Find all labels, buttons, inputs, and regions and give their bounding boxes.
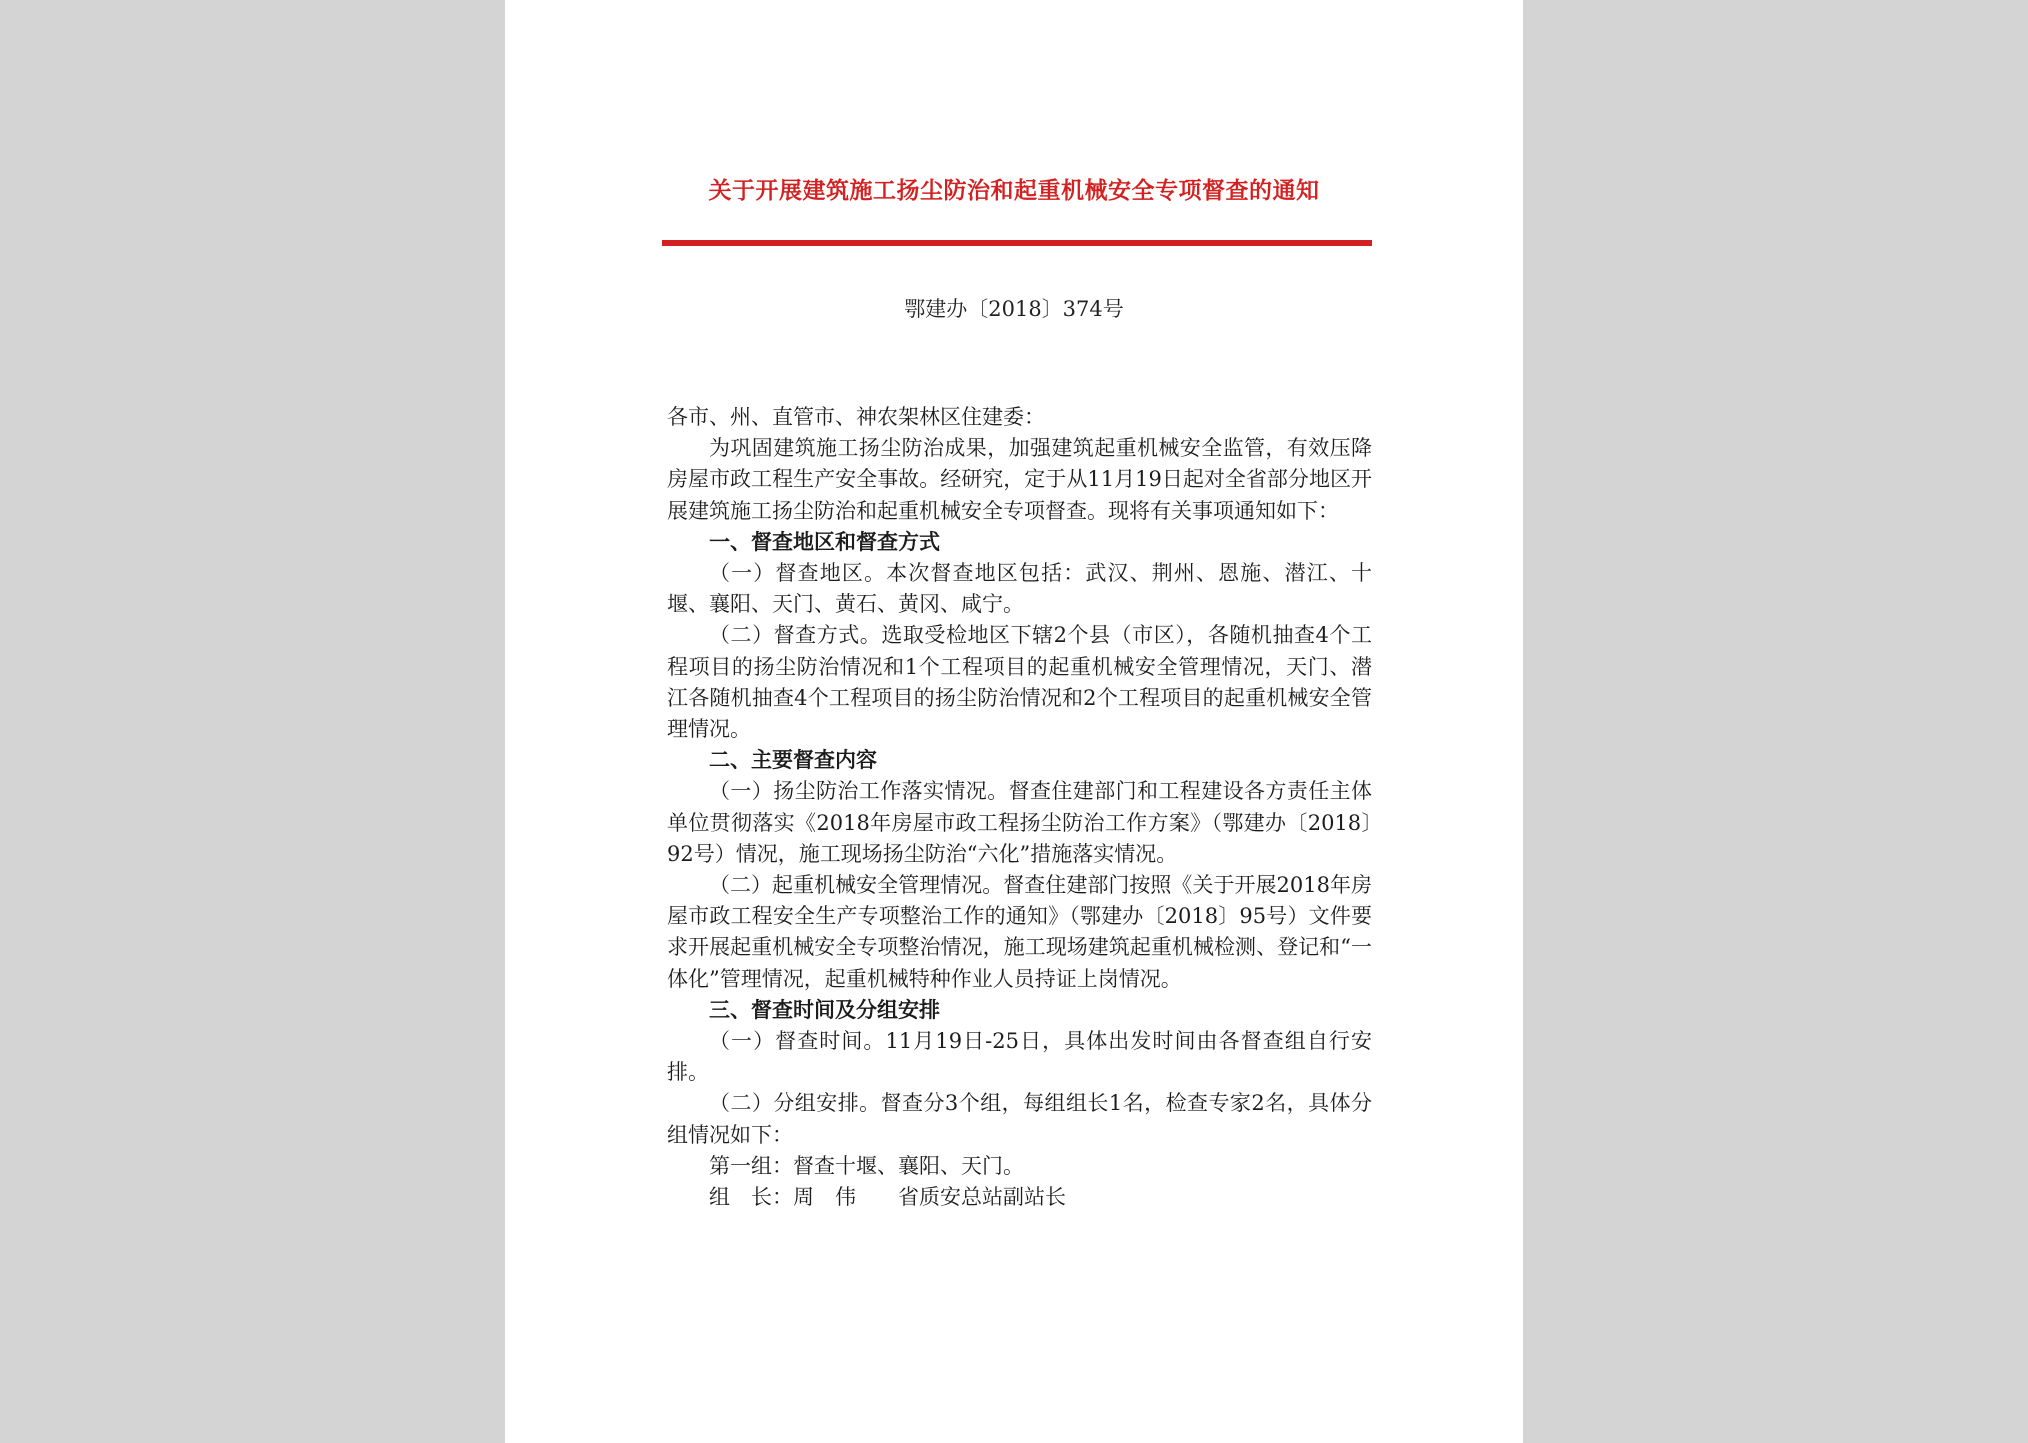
paragraph-inspection-time: （一）督查时间。11月19日-25日，具体出发时间由各督查组自行安排。 <box>667 1029 1372 1085</box>
red-header-rule <box>662 240 1372 246</box>
document-number: 鄂建办〔2018〕374号 <box>904 297 1124 321</box>
paragraph-group-arrangement: （二）分组安排。督查分3个组，每组组长1名，检查专家2名，具体分组情况如下： <box>667 1091 1372 1147</box>
section-heading-1: 一、督查地区和督查方式 <box>709 529 940 554</box>
paragraph-inspection-method: （二）督查方式。选取受检地区下辖2个县（市区），各随机抽查4个工程项目的扬尘防治情况和1个工程项目的起重机械安全管理情况，天门、潜江各随机抽查4个工程项目的扬尘防治情况和2个工程项目的起重机械安全管理情况。 <box>667 623 1372 742</box>
paragraph-inspection-areas: （一）督查地区。本次督查地区包括：武汉、荆州、恩施、潜江、十堰、襄阳、天门、黄石、黄冈、咸宁。 <box>667 561 1372 617</box>
group-1-leader-line: 组 长：周 伟 省质安总站副站长 <box>709 1185 1066 1210</box>
paragraph-dust-control: （一）扬尘防治工作落实情况。督查住建部门和工程建设各方责任主体单位贯彻落实《2018年房屋市政工程扬尘防治工作方案》（鄂建办〔2018〕92号）情况，施工现场扬尘防治“六化”措施落实情况。 <box>667 779 1372 866</box>
document-page <box>505 0 1523 1443</box>
paragraph-crane-safety: （二）起重机械安全管理情况。督查住建部门按照《关于开展2018年房屋市政工程安全生产专项整治工作的通知》（鄂建办〔2018〕95号）文件要求开展起重机械安全专项整治情况，施工现场建筑起重机械检测、登记和“一体化”管理情况，起重机械特种作业人员持证上岗情况。 <box>667 873 1372 991</box>
section-heading-3: 三、督查时间及分组安排 <box>709 997 940 1022</box>
document-body <box>667 402 1372 1213</box>
document-title: 关于开展建筑施工扬尘防治和起重机械安全专项督查的通知 <box>708 178 1320 204</box>
group-1-line: 第一组：督查十堰、襄阳、天门。 <box>709 1153 1024 1178</box>
intro-paragraph: 为巩固建筑施工扬尘防治成果，加强建筑起重机械安全监管，有效压降房屋市政工程生产安全事故。经研究，定于从11月19日起对全省部分地区开展建筑施工扬尘防治和起重机械安全专项督查。现将有关事项通知如下： <box>667 436 1372 523</box>
salutation: 各市、州、直管市、神农架林区住建委： <box>667 405 1045 429</box>
section-heading-2: 二、主要督查内容 <box>709 748 877 773</box>
